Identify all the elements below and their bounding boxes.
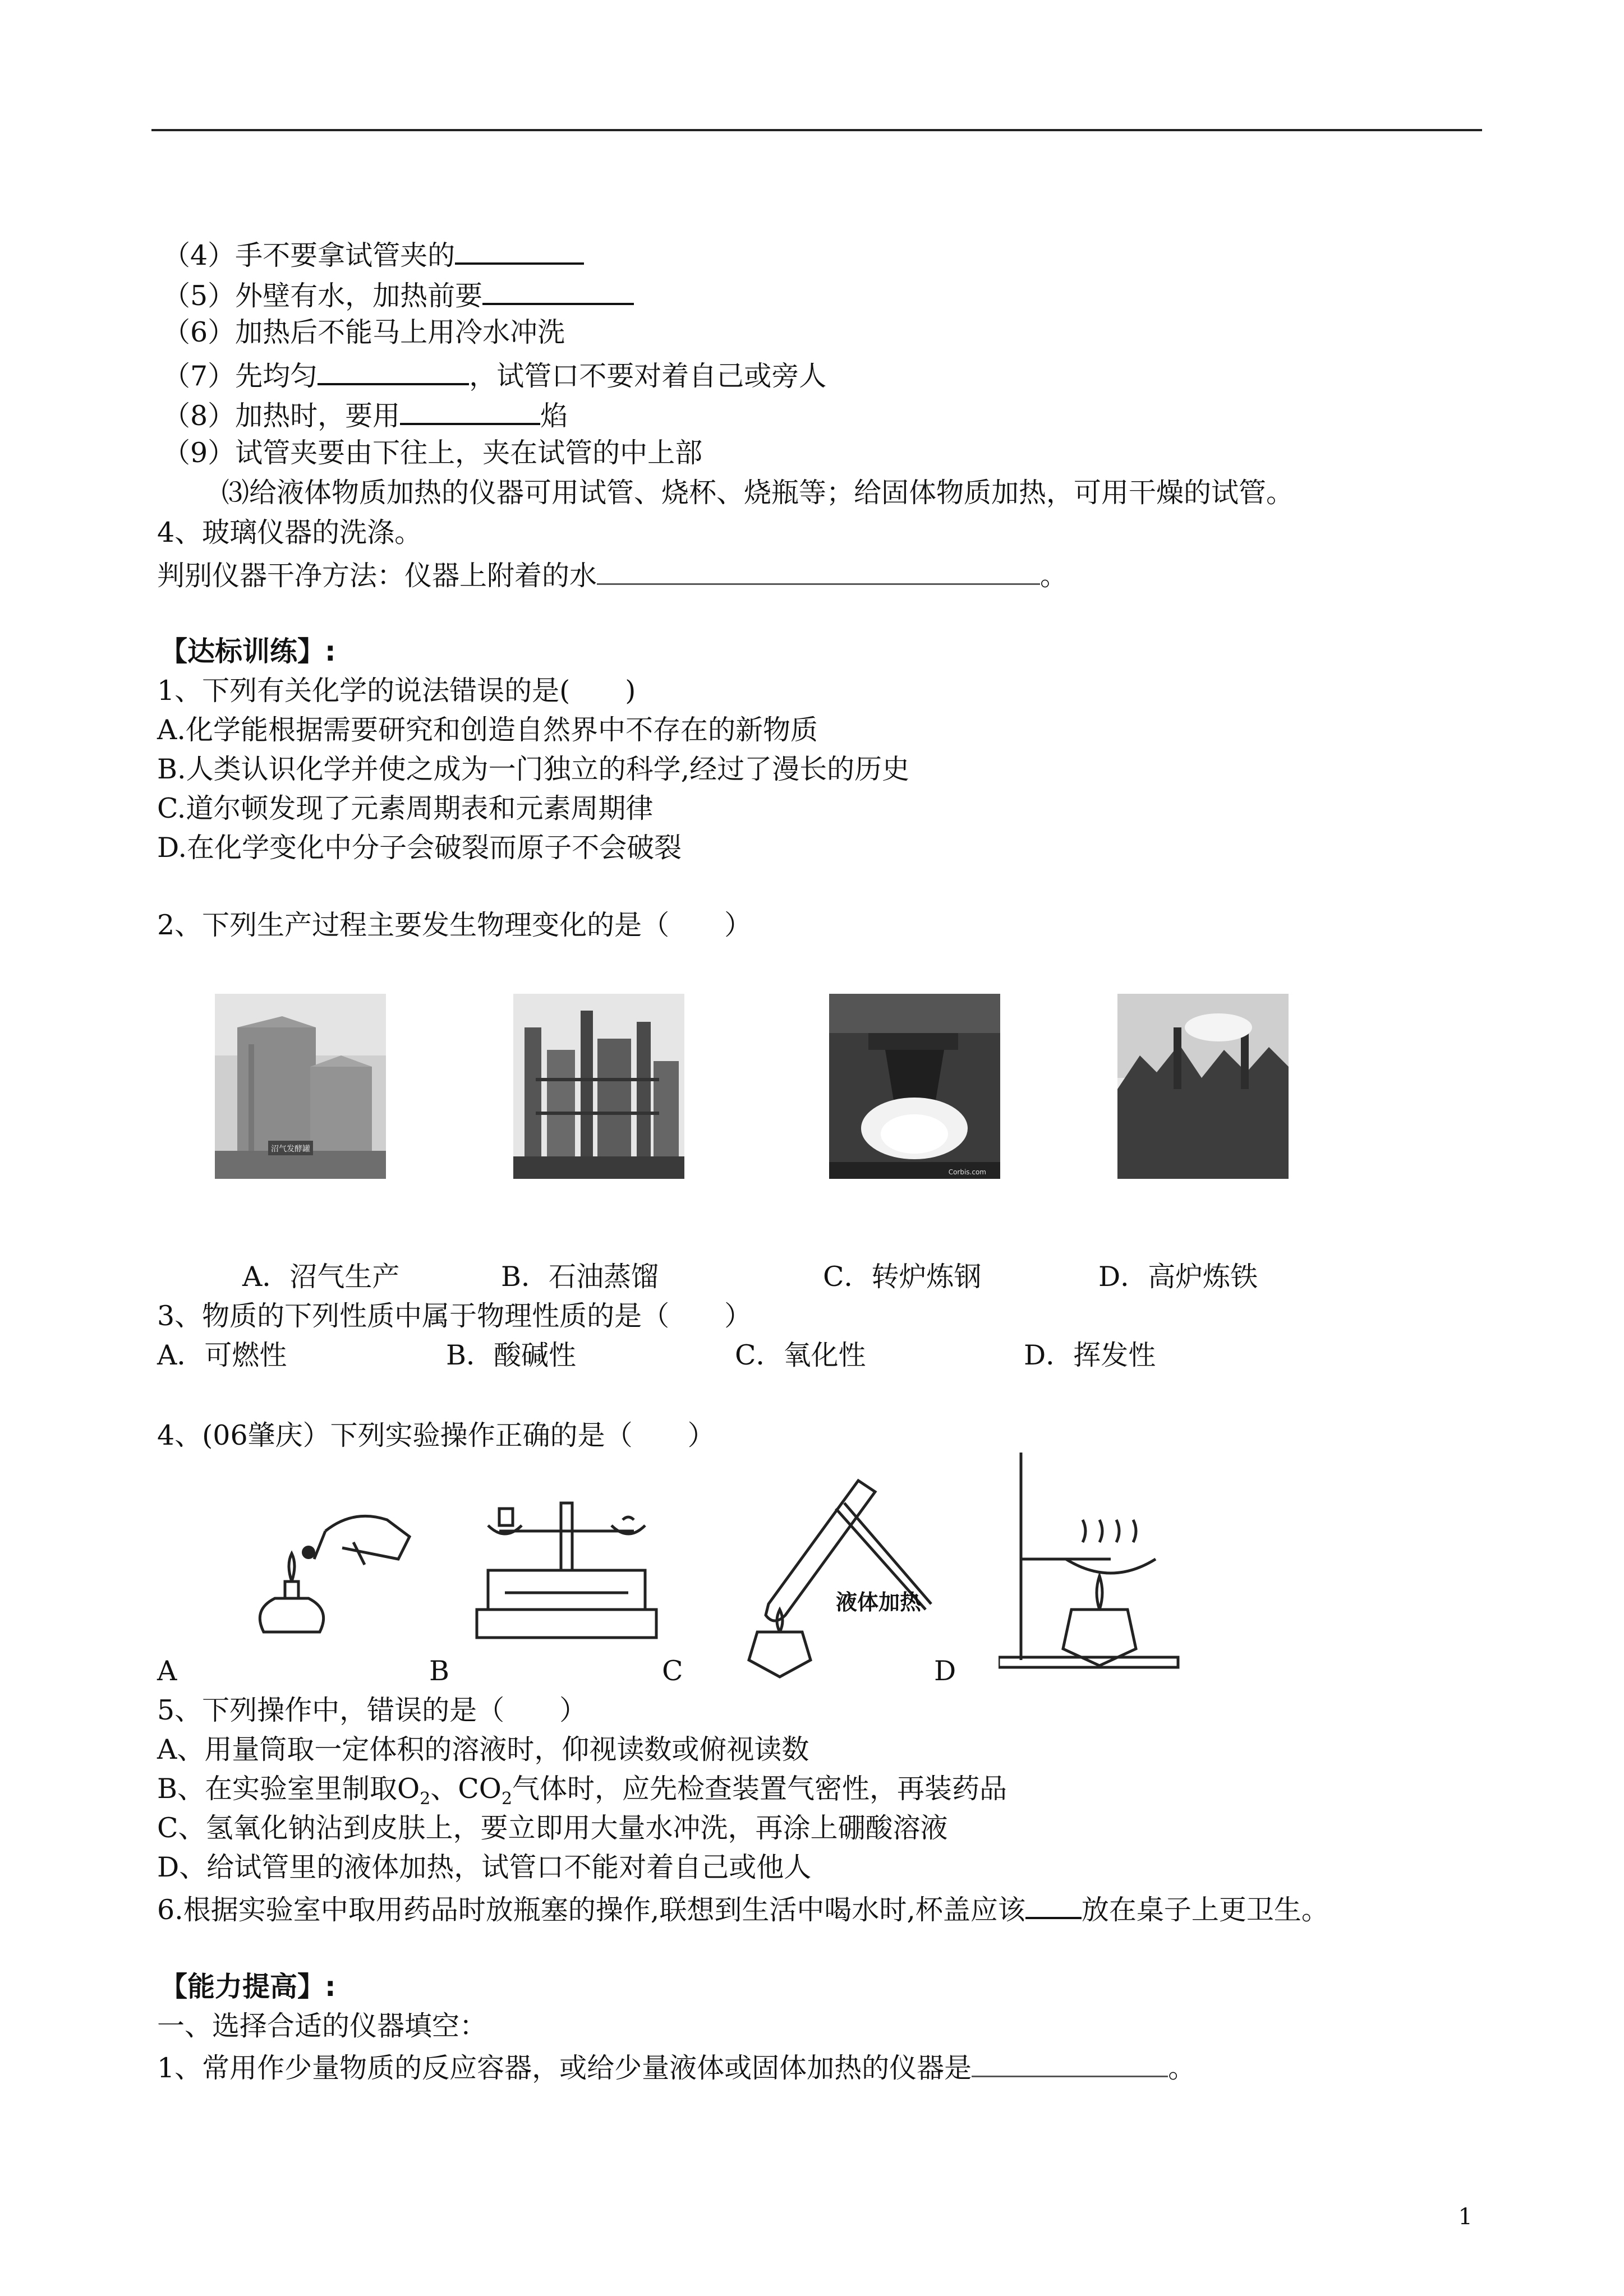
q2-option-b: B．石油蒸馏 (501, 1261, 659, 1293)
tip-8: （8）加热时，要用 焰 (163, 396, 568, 433)
q4-stem: 4、(06肇庆）下列实验操作正确的是（ ） (157, 1419, 715, 1451)
section-practice-heading: 【达标训练】: (160, 635, 336, 667)
tip-6: （6）加热后不能马上用冷水冲洗 (163, 316, 565, 348)
q1-option-a: A.化学能根据需要研究和创造自然界中不存在的新物质 (157, 714, 818, 746)
q5-stem: 5、下列操作中，错误的是（ ） (157, 1694, 587, 1726)
tip-5: （5）外壁有水，加热前要 (163, 276, 634, 313)
oil-refinery-photo (513, 994, 684, 1179)
washing-criterion: 判别仪器干净方法：仪器上附着的水 。 (157, 556, 1068, 593)
q4-letter-a: A (157, 1655, 177, 1687)
lighting-alcohol-lamp-figure (241, 1486, 421, 1654)
q5-option-d: D、给试管里的液体加热，试管口不能对着自己或他人 (157, 1851, 812, 1883)
q4-letter-d: D (934, 1655, 956, 1687)
tip-7: （7）先均匀 ，试管口不要对着自己或旁人 (163, 356, 826, 393)
tip-4: （4）手不要拿试管夹的 (163, 236, 584, 273)
answer-blank[interactable] (597, 556, 1040, 585)
q5-option-b: B、在实验室里制取$O_2$、$CO_2$气体时，应先检查装置气密性，再装药品 (157, 1773, 1007, 1809)
answer-blank[interactable] (972, 2049, 1168, 2077)
q1-option-d: D.在化学变化中分子会破裂而原子不会破裂 (157, 832, 682, 864)
converter-steelmaking-illustration (829, 994, 1000, 1179)
q1-option-b: B.人类认识化学并使之成为一门独立的科学,经过了漫长的历史 (157, 753, 910, 785)
q3-option-a: A．可燃性 (157, 1339, 287, 1371)
answer-blank[interactable] (455, 236, 584, 265)
liquid-heating-figure (735, 1458, 959, 1682)
q2-option-c: C．转炉炼钢 (823, 1261, 982, 1293)
biogas-tanks-illustration (215, 994, 386, 1179)
q5-option-a: A、用量筒取一定体积的溶液时，仰视读数或俯视读数 (157, 1733, 809, 1765)
q1-stem: 1、下列有关化学的说法错误的是( ) (157, 675, 636, 707)
q3-option-d: D．挥发性 (1024, 1339, 1156, 1371)
q1-option-c: C.道尔顿发现了元素周期表和元素周期律 (157, 792, 654, 824)
liquid-heating-label: 液体加热 (836, 1590, 922, 1615)
fill-1: 1、常用作少量物质的反应容器，或给少量液体或固体加热的仪器是 。 (157, 2049, 1195, 2085)
q5-option-c: C、氢氧化钠沾到皮肤上，要立即用大量水冲洗，再涂上硼酸溶液 (157, 1812, 948, 1844)
answer-blank[interactable] (482, 276, 634, 305)
q4-letter-b: B (429, 1655, 450, 1687)
answer-blank[interactable] (318, 356, 469, 385)
blast-furnace-illustration (1117, 994, 1289, 1179)
biogas-tanks-photo (215, 994, 386, 1179)
q2-option-d: D．高炉炼铁 (1098, 1261, 1258, 1293)
q2-stem: 2、下列生产过程主要发生物理变化的是（ ） (157, 909, 752, 941)
page-number: 1 (1458, 2204, 1473, 2230)
balance-scale-figure (466, 1481, 668, 1649)
section-ability-heading: 【能力提高】: (160, 1971, 336, 2003)
photo-caption: Corbis.com (948, 1168, 986, 1176)
washing-heading: 4、玻璃仪器的洗涤。 (157, 517, 422, 548)
q3-stem: 3、物质的下列性质中属于物理性质的是（ ） (157, 1300, 752, 1332)
answer-blank[interactable] (1025, 1890, 1082, 1919)
q2-option-a: A．沼气生产 (242, 1261, 400, 1293)
answer-blank[interactable] (400, 396, 540, 425)
tip-9: （9）试管夹要由下往上，夹在试管的中上部 (163, 437, 703, 469)
oil-refinery-illustration (513, 994, 684, 1179)
heating-note: ⑶给液体物质加热的仪器可用试管、烧杯、烧瓶等；给固体物质加热，可用干燥的试管。 (222, 477, 1294, 509)
part-one-heading: 一、选择合适的仪器填空： (157, 2010, 487, 2042)
q3-option-b: B．酸碱性 (446, 1339, 577, 1371)
blast-furnace-photo (1117, 994, 1289, 1179)
q4-letter-c: C (662, 1655, 683, 1687)
q3-option-c: C．氧化性 (735, 1339, 866, 1371)
evaporating-dish-stand-figure (999, 1447, 1184, 1671)
converter-steelmaking-photo (829, 994, 1000, 1179)
header-rule (151, 129, 1482, 131)
photo-caption: 沼气发酵罐 (271, 1145, 310, 1154)
q6-text: 6.根据实验室中取用药品时放瓶塞的操作,联想到生活中喝水时,杯盖应该 放在桌子上更卫生。 (157, 1890, 1329, 1927)
